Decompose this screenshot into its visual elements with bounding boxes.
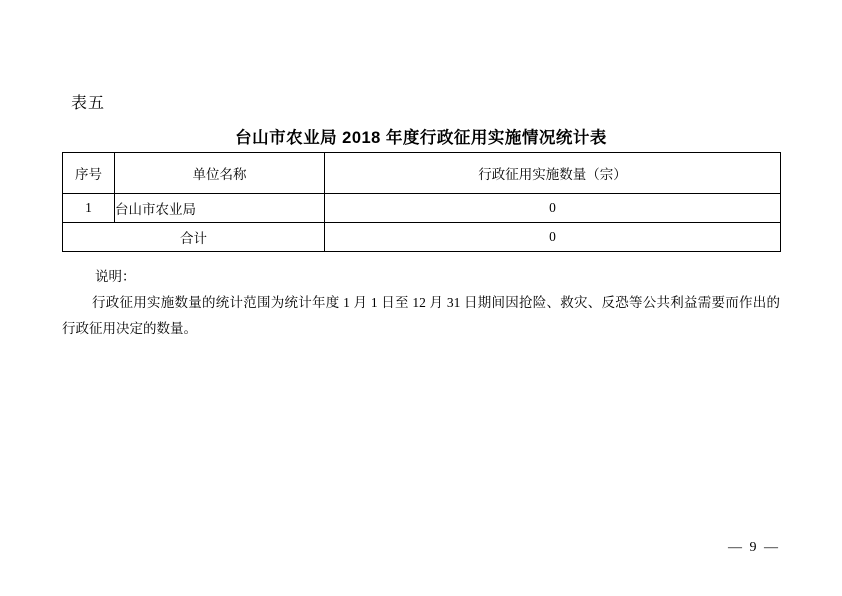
cell-amount: 0 [325,194,781,223]
cell-unit: 台山市农业局 [115,194,325,223]
statistics-table [62,152,781,252]
cell-total-amount: 0 [325,223,781,252]
table-total-row [63,223,781,252]
cell-total-label: 合计 [63,223,325,252]
notes-title: 说明： [95,269,136,284]
table-label: 表五 [71,95,106,112]
page-title: 台山市农业局 2018 年度行政征用实施情况统计表 [235,129,607,147]
page-number: — 9 — [728,540,780,555]
table-header-row [63,153,781,194]
notes-body: 行政征用实施数量的统计范围为统计年度 1 月 1 日至 12 月 31 日期间因抢险、救灾、反恐等公共利益需要而作出的行政征用决定的数量。 [62,295,780,336]
notes-block [62,264,780,342]
column-header-seq: 序号 [63,153,115,194]
column-header-amount: 行政征用实施数量（宗） [325,153,781,194]
table-row [63,194,781,223]
column-header-unit: 单位名称 [115,153,325,194]
cell-seq: 1 [63,194,115,223]
